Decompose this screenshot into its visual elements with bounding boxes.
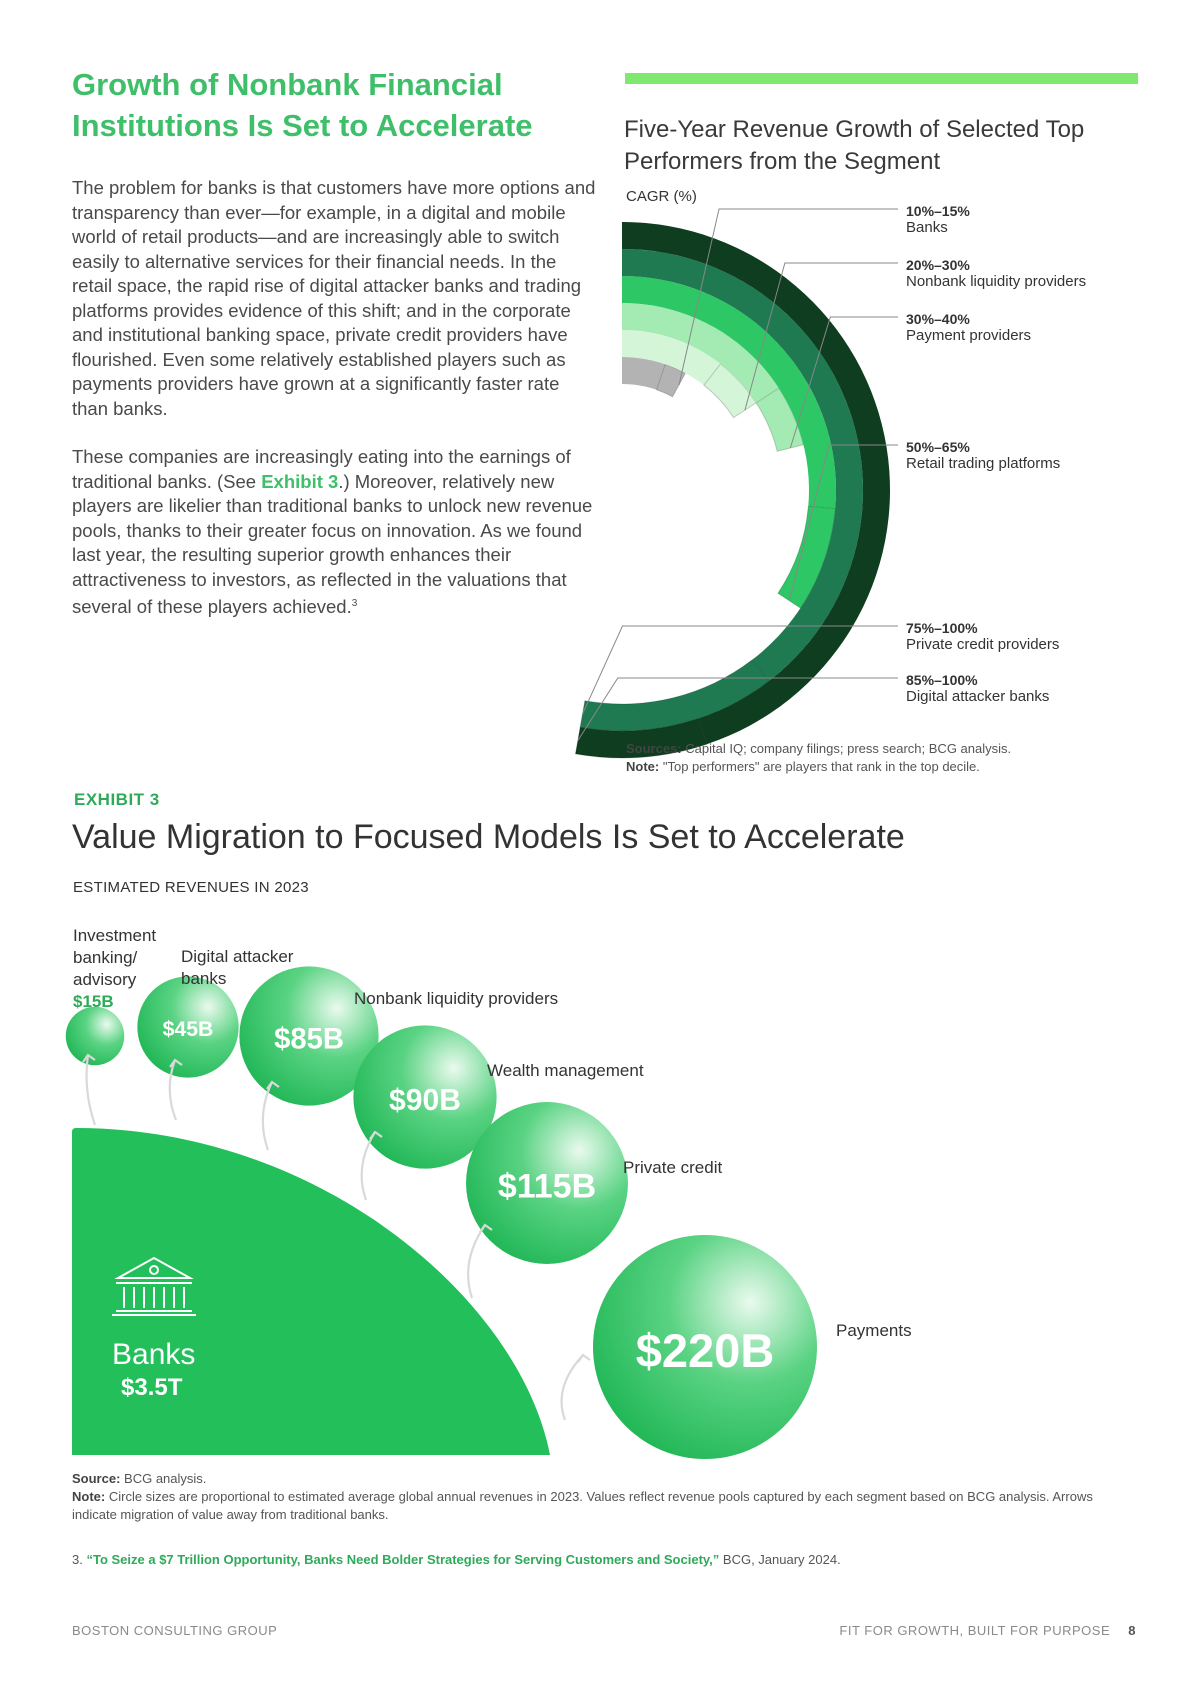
exhibit-source-line (72, 1470, 1132, 1488)
series-label: Private credit providers (906, 636, 1060, 653)
footnote-ref[interactable]: 3 (351, 598, 358, 609)
exhibit-subtitle: ESTIMATED REVENUES IN 2023 (73, 879, 309, 896)
footnote-number: 3. (72, 1552, 83, 1567)
footer-left: BOSTON CONSULTING GROUP (72, 1623, 278, 1638)
label-line: banking/ (73, 948, 138, 967)
label-line: Investment (73, 926, 157, 945)
page-number: 8 (1128, 1623, 1136, 1638)
growth-chart-title-line2: Performers from the Segment (624, 148, 941, 175)
banks-value: $3.5T (121, 1374, 183, 1401)
footnote-link[interactable]: “To Seize a $7 Trillion Opportunity, Banks Need Bolder Strategies for Serving Customers and Society,” (86, 1552, 720, 1567)
footer-right (839, 1623, 1136, 1638)
note-label: Note: (72, 1489, 106, 1504)
article-paragraph-1: The problem for banks is that customers have more options and transparency than ever—for example, in a digital and mobile world of retail products—and are increasingly able to switch easily to alternative services for their financial needs. In the retail space, the rapid rise of digital attacker banks and trading platforms provides evidence of this shift; and in the corporate and institutional banking space, private credit providers have flourished. Even some relatively established players such as payments providers have grown at a significantly faster rate than banks. (72, 177, 596, 419)
source-text: BCG analysis. (124, 1471, 207, 1486)
range-label: 20%–30% (906, 257, 970, 273)
series-label: Digital attacker banks (906, 688, 1050, 705)
label-line: advisory (73, 970, 137, 989)
footer-tagline: FIT FOR GROWTH, BUILT FOR PURPOSE (839, 1623, 1111, 1638)
paragraph-text: These companies are increasingly eating into the earnings of traditional banks. (See (72, 446, 571, 492)
bubble-value-label: $45B (162, 1017, 214, 1042)
range-label: 30%–40% (906, 311, 970, 327)
footnote-rest: BCG, January 2024. (719, 1552, 841, 1567)
note-label: Note: (626, 759, 660, 774)
section-heading-line2: Institutions Is Set to Accelerate (72, 108, 533, 143)
range-label: 85%–100% (906, 672, 978, 688)
note-text: "Top performers" are players that rank in the top decile. (662, 759, 980, 774)
label-line: banks (181, 969, 227, 988)
sources-text: Capital IQ; company filings; press search; BCG analysis. (685, 741, 1012, 756)
growth-chart-title-line1: Five-Year Revenue Growth of Selected Top (624, 116, 1085, 143)
migration-arrow (87, 1055, 95, 1125)
cagr-unit-label: CAGR (%) (626, 188, 697, 205)
investment-banking-value: $15B (73, 992, 114, 1011)
range-label: 75%–100% (906, 620, 978, 636)
banks-label: Banks (112, 1338, 196, 1371)
migration-arrow (562, 1355, 583, 1420)
bubble-value-label: $85B (274, 1023, 344, 1056)
series-label: Nonbank liquidity providers (906, 273, 1087, 290)
range-label: 10%–15% (906, 203, 970, 219)
label-nonbank-liquidity: Nonbank liquidity providers (354, 989, 559, 1008)
label-line: Digital attacker (181, 947, 294, 966)
label-payments: Payments (836, 1321, 912, 1340)
range-label: 50%–65% (906, 439, 970, 455)
arrow-head (578, 1355, 590, 1362)
source-label: Source: (72, 1471, 121, 1486)
series-label: Retail trading platforms (906, 455, 1061, 472)
series-label: Payment providers (906, 327, 1032, 344)
footnote (72, 1551, 1132, 1569)
note-text: Circle sizes are proportional to estimated average global annual revenues in 2023. Values reflect revenue pools captured by each segment based on BCG analysis. Arrows indicate migration of value away from traditional banks. (72, 1489, 1093, 1522)
bubble (66, 1007, 124, 1065)
label-investment-banking (73, 925, 156, 1013)
bubble-value-label: $115B (497, 1167, 597, 1206)
series-label: Banks (906, 219, 948, 236)
bubble-value-label: $90B (389, 1083, 461, 1117)
label-wealth-management: Wealth management (487, 1061, 644, 1080)
section-heading-line1: Growth of Nonbank Financial (72, 67, 503, 102)
label-digital-attacker (181, 946, 293, 990)
exhibit-tag: EXHIBIT 3 (74, 790, 160, 809)
migration-arrow (468, 1225, 485, 1298)
bubble-value-label: $220B (635, 1324, 775, 1378)
exhibit-3-link[interactable]: Exhibit 3 (261, 470, 339, 492)
exhibit-title: Value Migration to Focused Models Is Set to Accelerate (72, 818, 905, 856)
exhibit-source-note (72, 1470, 1132, 1524)
sources-label: Sources: (626, 741, 682, 756)
label-private-credit: Private credit (623, 1158, 723, 1177)
paragraph-text: .) Moreover, relatively new players are likelier than traditional banks to unlock new revenue pools, thanks to their greater focus on innovation. As we found last year, the resulting superior growth enhances their attractiveness to investors, as reflected in the valuations that several of these players achieved. (72, 470, 593, 618)
exhibit-note-line (72, 1488, 1132, 1524)
